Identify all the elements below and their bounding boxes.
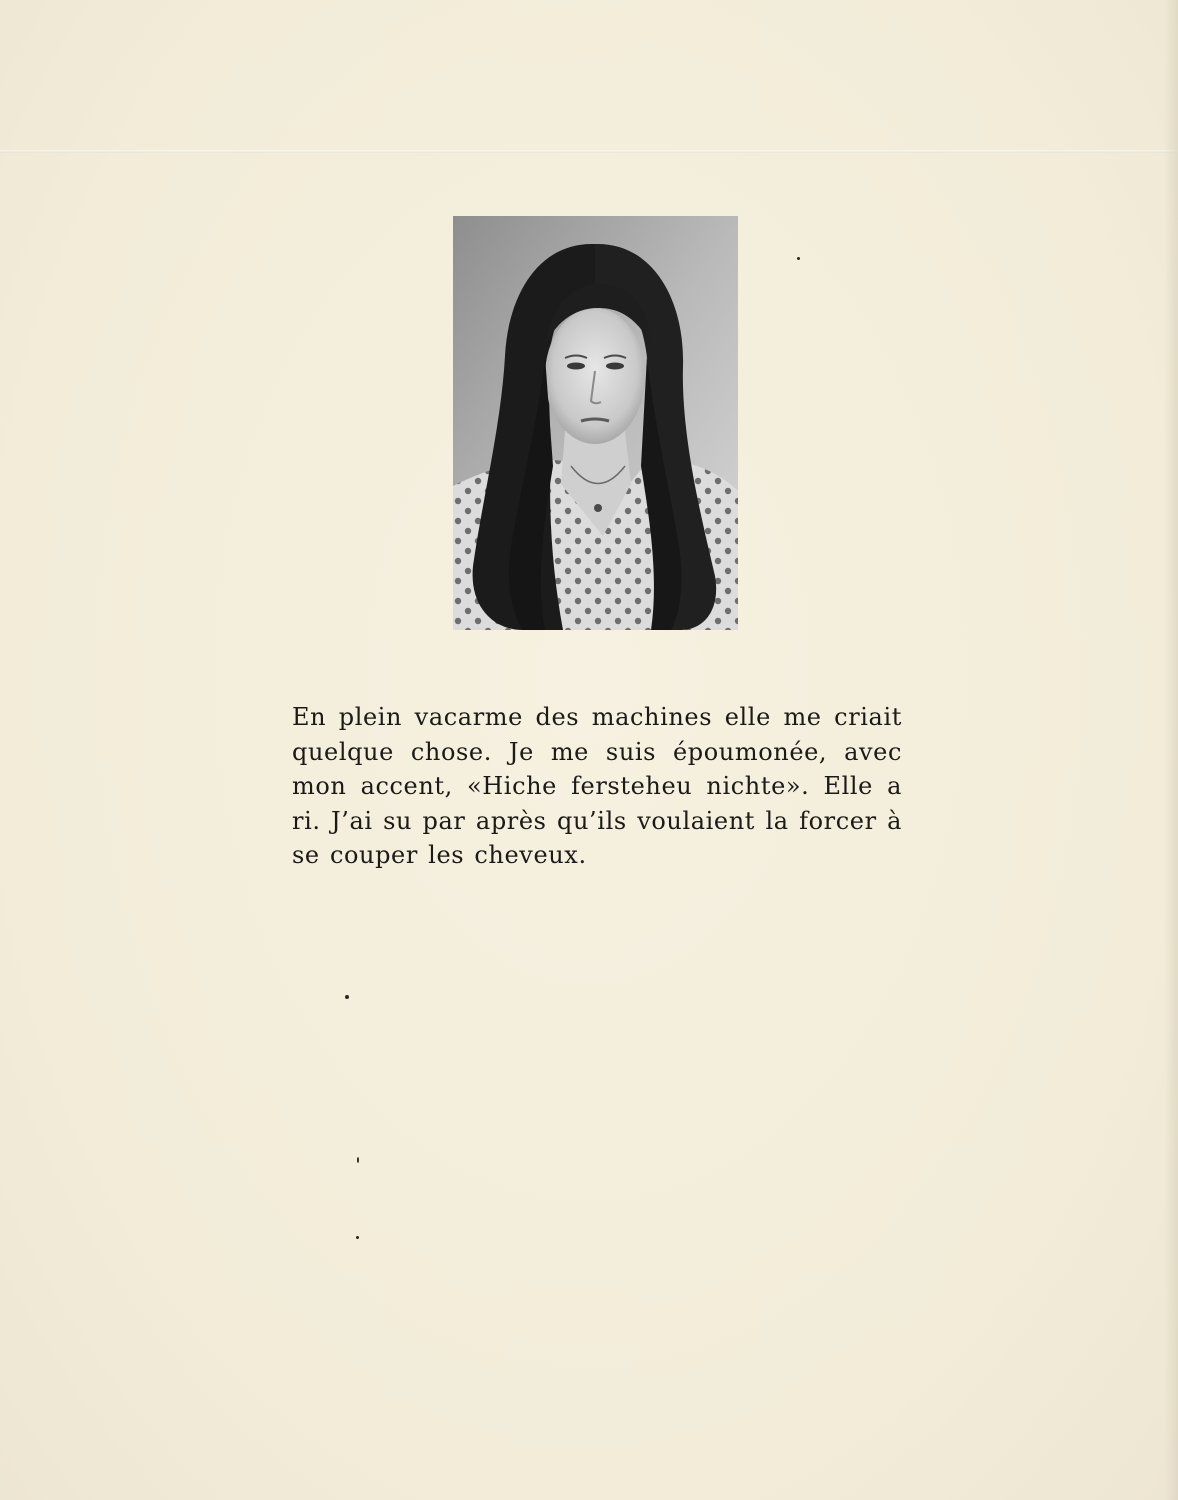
paper-crease [0, 150, 1178, 153]
photo-caption: En plein vacarme des machines elle me criait quelque chose. Je me suis époumonée, avec mon accent, «Hiche fersteheu nichte». Elle a ri. J’ai su par après qu’ils voulaient la forcer à se couper les cheveux. [292, 703, 902, 869]
paper-speck [345, 995, 349, 999]
portrait-photo [453, 216, 738, 630]
page-edge-shadow [1164, 0, 1178, 1500]
paper-speck [797, 257, 800, 260]
paper-speck [357, 1157, 359, 1163]
portrait-photo-image [453, 216, 738, 630]
paper-speck [356, 1236, 359, 1239]
